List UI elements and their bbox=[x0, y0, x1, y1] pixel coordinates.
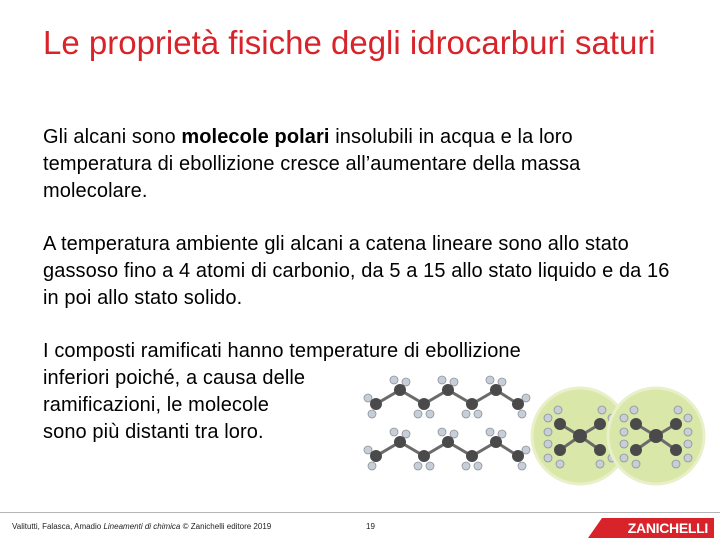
zanichelli-logo bbox=[588, 518, 714, 538]
paragraph1-text-start: Gli alcani sono bbox=[43, 126, 182, 148]
paragraph-alkanes-polarity bbox=[43, 124, 683, 205]
slide-title: Le proprietà fisiche degli idrocarburi saturi bbox=[43, 24, 656, 61]
footer-divider bbox=[0, 512, 720, 513]
paragraph1-text-end: insolubili in acqua e la loro temperatura di ebollizione cresce all’aumentare della massa molecolare. bbox=[43, 126, 581, 202]
page-number: 19 bbox=[366, 522, 375, 531]
paragraph3-line4: sono più distanti tra loro. bbox=[43, 421, 264, 443]
footer-publisher: © Zanichelli editore 2019 bbox=[180, 522, 272, 531]
footer-authors: Valitutti, Falasca, Amadio bbox=[12, 522, 104, 531]
linear-molecule-bottom bbox=[364, 428, 530, 470]
paragraph1-bold-term: molecole polari bbox=[181, 126, 330, 148]
molecules-illustration bbox=[362, 374, 706, 502]
linear-alkane-molecules bbox=[364, 376, 530, 470]
paragraph3-line1: I composti ramificati hanno temperature di ebollizione bbox=[43, 340, 521, 362]
linear-molecule-top bbox=[364, 376, 530, 418]
footer-book-title: Lineamenti di chimica bbox=[103, 522, 181, 531]
paragraph-physical-states: A temperatura ambiente gli alcani a catena lineare sono allo stato gassoso fino a 4 atomi di carbonio, da 5 a 15 allo stato liquido e da 16 in poi allo stato solido. bbox=[43, 233, 670, 309]
logo-slash-shape bbox=[588, 518, 602, 538]
paragraph3-line2: inferiori poiché, a causa delle bbox=[43, 367, 306, 389]
paragraph3-line3: ramificazioni, le molecole bbox=[43, 394, 270, 416]
branched-alkane-molecule-right bbox=[608, 388, 704, 484]
footer-credits bbox=[12, 522, 271, 531]
logo-text: ZANICHELLI bbox=[627, 520, 708, 536]
